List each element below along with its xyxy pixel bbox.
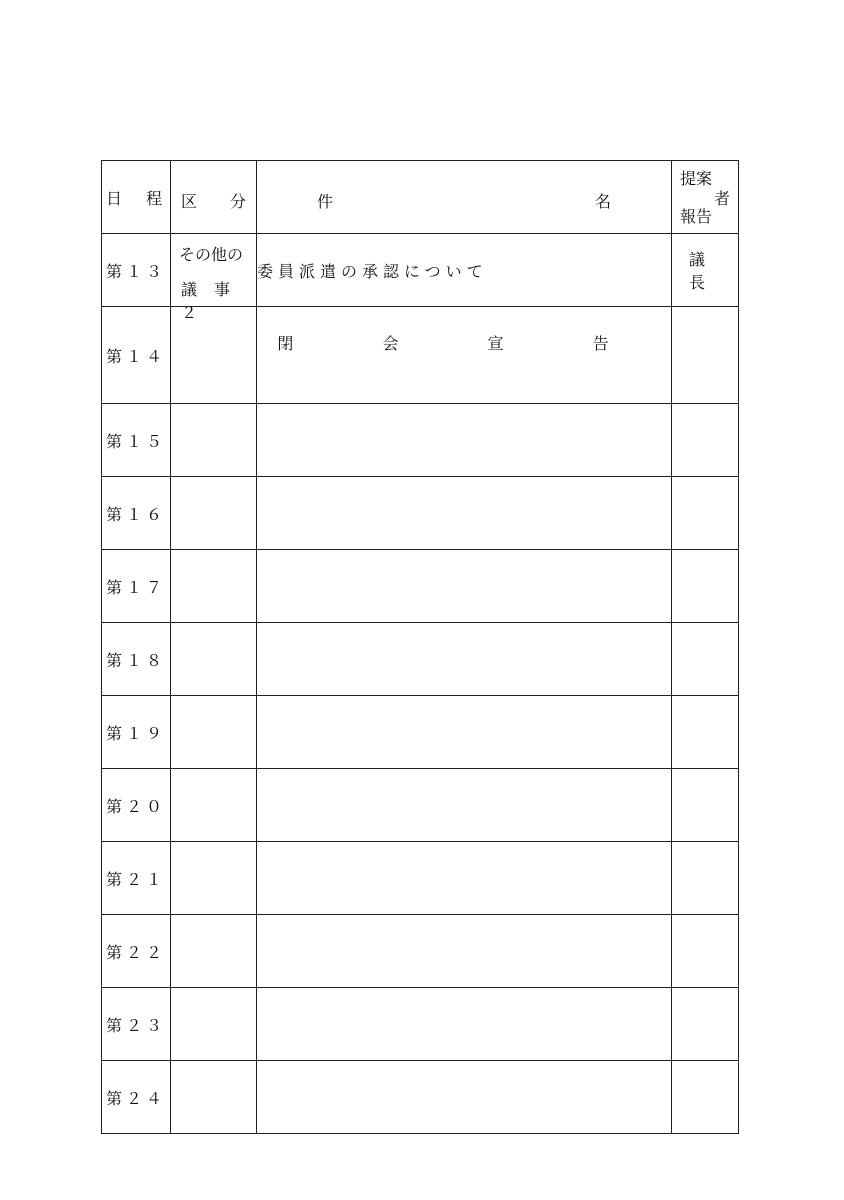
header-proposer-line3: 報告 [680, 207, 713, 226]
table-row [102, 769, 739, 842]
proposer-cell [672, 915, 739, 988]
table-row [102, 1061, 739, 1134]
date-cell: 第２１ [102, 842, 171, 915]
header-kubun-left: 区 [181, 192, 198, 211]
proposer-cell [672, 550, 739, 623]
proposer-cell [672, 696, 739, 769]
title-cell [257, 696, 672, 769]
kubun-cell [171, 696, 257, 769]
agenda-table [101, 160, 739, 1134]
date-cell: 第１４ [102, 307, 171, 404]
table-row [102, 988, 739, 1061]
kubun-cell [171, 769, 257, 842]
title-cell [257, 769, 672, 842]
kubun-line1: その他の [179, 245, 244, 264]
date-cell: 第２０ [102, 769, 171, 842]
kubun-cell [171, 623, 257, 696]
title-cell [257, 477, 672, 550]
table-row [102, 842, 739, 915]
proposer-cell [672, 404, 739, 477]
proposer-cell [672, 623, 739, 696]
date-cell: 第１３ [102, 234, 171, 307]
kubun-line2: 議 事 ２ [181, 280, 237, 322]
proposer-cell [672, 988, 739, 1061]
kubun-cell [171, 477, 257, 550]
proposer-cell [672, 307, 739, 404]
title-cell [257, 550, 672, 623]
date-cell: 第２３ [102, 988, 171, 1061]
date-cell: 第１７ [102, 550, 171, 623]
kubun-cell [171, 988, 257, 1061]
kubun-cell [171, 842, 257, 915]
title-cell: 閉 会 宣 告 [257, 307, 672, 404]
title-cell [257, 1061, 672, 1134]
header-date: 日 程 [102, 161, 171, 234]
table-row [102, 623, 739, 696]
header-row [102, 161, 739, 234]
title-cell [257, 988, 672, 1061]
date-cell: 第２４ [102, 1061, 171, 1134]
title-cell: 委員派遣の承認について [257, 234, 672, 307]
header-title-left: 件 [317, 192, 334, 211]
date-cell: 第１５ [102, 404, 171, 477]
title-cell [257, 915, 672, 988]
table-row [102, 696, 739, 769]
table-row [102, 477, 739, 550]
title-cell [257, 842, 672, 915]
kubun-cell [171, 915, 257, 988]
table-row [102, 915, 739, 988]
kubun-cell [171, 550, 257, 623]
date-cell: 第１８ [102, 623, 171, 696]
date-cell: 第１９ [102, 696, 171, 769]
header-kubun [171, 161, 257, 234]
table-row [102, 550, 739, 623]
header-kubun-right: 分 [229, 192, 246, 211]
table-row [102, 234, 739, 307]
kubun-cell [171, 404, 257, 477]
date-cell: 第１６ [102, 477, 171, 550]
proposer-cell [672, 769, 739, 842]
header-title [257, 161, 672, 234]
header-title-right: 名 [594, 192, 611, 211]
proposer-cell [672, 477, 739, 550]
header-proposer [672, 161, 739, 234]
kubun-cell [171, 1061, 257, 1134]
header-proposer-line1: 提案 [680, 169, 713, 188]
header-proposer-line2: 者 [713, 189, 730, 208]
proposer-cell [672, 842, 739, 915]
title-cell [257, 623, 672, 696]
table-row [102, 404, 739, 477]
proposer-cell: 議 長 [672, 234, 739, 307]
date-cell: 第２２ [102, 915, 171, 988]
kubun-cell [171, 234, 257, 322]
proposer-cell [672, 1061, 739, 1134]
title-cell [257, 404, 672, 477]
